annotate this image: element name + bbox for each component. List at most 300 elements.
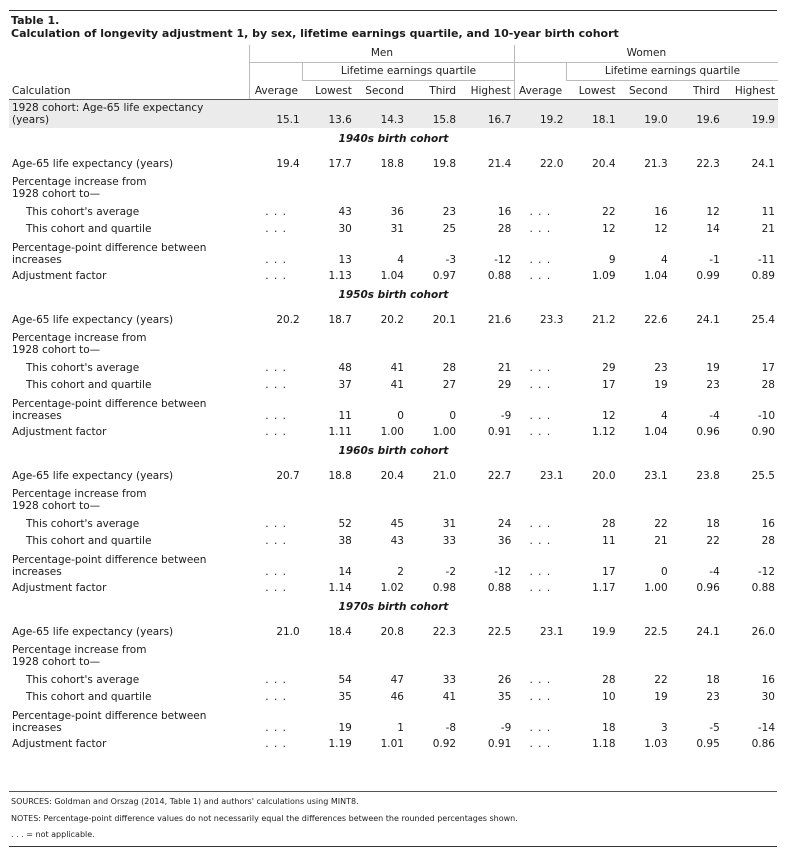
value-cell: 9 <box>608 254 616 266</box>
value-cell: 22.5 <box>487 625 512 638</box>
value-cell: -5 <box>709 722 720 734</box>
value-cell: 28 <box>761 534 775 547</box>
adjustment-factor-row <box>9 267 778 284</box>
value-cell: 12 <box>602 410 616 422</box>
men-header: Men <box>250 45 515 62</box>
value-cell: 17 <box>761 361 775 374</box>
value-cell: 19.9 <box>592 625 616 638</box>
empty-cell <box>723 640 778 671</box>
value-cell: 21 <box>761 222 775 235</box>
notes-note: NOTES: Percentage-point difference values do not necessarily equal the differences between the rounded percentages shown. <box>11 814 518 823</box>
empty-cell <box>459 328 514 359</box>
value-cell: 23 <box>706 378 720 391</box>
value-cell: 20.1 <box>432 313 457 326</box>
value-cell: 20.0 <box>592 469 616 482</box>
empty-cell <box>619 484 671 515</box>
empty-cell <box>723 172 778 203</box>
value-cell: 21.0 <box>432 469 457 482</box>
value-cell: 1.04 <box>380 269 404 282</box>
value-cell: -12 <box>494 566 512 578</box>
not-applicable-cell: . . . <box>529 517 552 530</box>
row-label <box>9 484 250 515</box>
bottom-rule <box>9 791 777 792</box>
value-cell: 0.89 <box>751 269 775 282</box>
table-title: Calculation of longevity adjustment 1, by sex, lifetime earnings quartile, and 10-year birth cohort <box>11 27 619 40</box>
value-cell: 0.90 <box>751 425 775 438</box>
cohort-quartile-row <box>9 376 778 393</box>
cohort-average-row <box>9 515 778 532</box>
percentage-increase-heading-row <box>9 640 778 671</box>
value-cell: 11 <box>338 410 352 422</box>
value-cell: 1.04 <box>644 269 668 282</box>
value-cell: 25 <box>442 222 457 235</box>
value-cell: -12 <box>757 566 775 578</box>
value-cell: 1 <box>397 722 404 734</box>
empty-cell <box>566 172 618 203</box>
not-applicable-cell: . . . <box>265 566 287 578</box>
value-cell: 21.2 <box>592 313 616 326</box>
row-label <box>9 640 250 671</box>
value-cell: 13.6 <box>303 99 355 128</box>
cohort-title: 1970s birth cohort <box>338 601 449 613</box>
value-cell: 30 <box>338 222 352 235</box>
value-cell: 23 <box>706 690 720 703</box>
empty-cell <box>303 328 355 359</box>
value-cell: 29 <box>497 378 512 391</box>
value-cell: 12 <box>654 222 668 235</box>
not-applicable-cell: . . . <box>529 361 552 374</box>
value-cell: 28 <box>497 222 512 235</box>
value-cell: 18 <box>602 722 616 734</box>
value-cell: 36 <box>390 205 404 218</box>
not-applicable-cell: . . . <box>265 737 287 750</box>
row-label: Age-65 life expectancy (years) <box>12 469 174 482</box>
calculation-header: Calculation <box>9 80 250 99</box>
not-applicable-cell: . . . <box>265 534 287 547</box>
empty-cell <box>619 640 671 671</box>
value-cell: 2 <box>397 566 404 578</box>
row-label: Adjustment factor <box>12 425 107 438</box>
not-applicable-cell: . . . <box>529 722 552 734</box>
row-label <box>9 99 250 128</box>
value-cell: 19 <box>654 378 668 391</box>
row-label <box>9 328 250 359</box>
ppd-label-line2: increases <box>12 410 62 422</box>
empty-cell <box>250 484 303 515</box>
value-cell: 23.1 <box>644 469 668 482</box>
row-label: Age-65 life expectancy (years) <box>12 157 174 170</box>
value-cell: 24 <box>497 517 512 530</box>
cohort-title: 1950s birth cohort <box>338 289 449 301</box>
value-cell: 15.8 <box>407 99 459 128</box>
not-applicable-cell: . . . <box>529 254 552 266</box>
percentage-increase-heading-row <box>9 328 778 359</box>
value-cell: 33 <box>442 534 457 547</box>
value-cell: 41 <box>390 361 404 374</box>
value-cell: -4 <box>709 566 720 578</box>
value-cell: 52 <box>338 517 352 530</box>
row-label: This cohort and quartile <box>26 222 152 235</box>
value-cell: 1.19 <box>328 737 352 750</box>
cohort-average-row <box>9 359 778 376</box>
empty-cell <box>566 484 618 515</box>
not-applicable-cell: . . . <box>529 690 552 703</box>
value-cell: 28 <box>442 361 457 374</box>
cohort-average-row <box>9 203 778 220</box>
empty-cell <box>514 328 566 359</box>
value-cell: 20.2 <box>276 313 300 326</box>
ppd-label-line1: Percentage-point difference between <box>12 242 207 254</box>
empty-cell <box>723 484 778 515</box>
percentage-point-difference-row <box>9 237 778 267</box>
value-cell: 0.95 <box>696 737 720 750</box>
value-cell: 4 <box>660 254 668 266</box>
value-cell: 26 <box>497 673 512 686</box>
not-applicable-cell: . . . <box>529 737 552 750</box>
value-cell: 0.96 <box>696 581 720 594</box>
value-cell: 0.88 <box>487 581 512 594</box>
value-cell: 16 <box>654 205 668 218</box>
value-cell: 1.18 <box>592 737 616 750</box>
value-cell: 1.12 <box>592 425 616 438</box>
value-cell: 28 <box>602 517 616 530</box>
women-quartile-header: Lifetime earnings quartile <box>566 62 778 80</box>
column-header-men-average: Average <box>250 80 303 99</box>
cohort-title-row <box>9 596 778 618</box>
end-rule <box>9 846 777 847</box>
value-cell: 16 <box>497 205 512 218</box>
row-label: This cohort's average <box>26 361 140 374</box>
not-applicable-cell: . . . <box>265 517 287 530</box>
row-label: Adjustment factor <box>12 581 107 594</box>
empty-cell <box>250 328 303 359</box>
baseline-label-line1: 1928 cohort: Age-65 life expectancy <box>12 102 204 114</box>
value-cell: 1.14 <box>328 581 352 594</box>
value-cell: 18.1 <box>566 99 618 128</box>
value-cell: 30 <box>761 690 775 703</box>
pct-increase-line1: Percentage increase from <box>12 643 147 656</box>
value-cell: -3 <box>445 254 457 266</box>
value-cell: 43 <box>390 534 404 547</box>
not-applicable-cell: . . . <box>265 690 287 703</box>
ppd-label-line2: increases <box>12 566 62 578</box>
value-cell: 28 <box>602 673 616 686</box>
value-cell: 20.2 <box>380 313 404 326</box>
value-cell: -1 <box>709 254 720 266</box>
value-cell: 1.00 <box>380 425 404 438</box>
value-cell: 18.8 <box>328 469 352 482</box>
not-applicable-cell: . . . <box>265 410 287 422</box>
cohort-title: 1940s birth cohort <box>338 133 449 145</box>
column-header-women-average: Average <box>514 80 566 99</box>
row-label: This cohort and quartile <box>26 534 152 547</box>
pct-increase-line1: Percentage increase from <box>12 487 147 500</box>
value-cell: 12 <box>706 205 720 218</box>
empty-cell <box>514 640 566 671</box>
value-cell: 20.4 <box>592 157 616 170</box>
empty-cell <box>250 172 303 203</box>
not-applicable-cell: . . . <box>265 673 287 686</box>
empty-cell <box>355 484 407 515</box>
value-cell: 4 <box>660 410 668 422</box>
row-label <box>9 549 250 579</box>
row-label: Age-65 life expectancy (years) <box>12 625 174 638</box>
value-cell: 22 <box>654 517 668 530</box>
not-applicable-cell: . . . <box>265 722 287 734</box>
value-cell: 1.09 <box>592 269 616 282</box>
not-applicable-cell: . . . <box>529 566 552 578</box>
value-cell: 22 <box>706 534 720 547</box>
value-cell: 4 <box>397 254 404 266</box>
not-applicable-cell: . . . <box>529 205 552 218</box>
not-applicable-cell: . . . <box>529 269 552 282</box>
value-cell: 22 <box>654 673 668 686</box>
value-cell: 48 <box>338 361 352 374</box>
cohort-average-row <box>9 671 778 688</box>
ppd-label-line1: Percentage-point difference between <box>12 710 207 722</box>
cohort-title-row <box>9 128 778 150</box>
column-header-men-third: Third <box>407 80 459 99</box>
value-cell: 38 <box>338 534 352 547</box>
value-cell: 19 <box>706 361 720 374</box>
value-cell: -10 <box>757 410 775 422</box>
ppd-label-line1: Percentage-point difference between <box>12 398 207 410</box>
value-cell: 41 <box>390 378 404 391</box>
empty-cell <box>407 640 459 671</box>
life-expectancy-row <box>9 467 778 484</box>
row-label <box>9 705 250 735</box>
empty-cell <box>407 328 459 359</box>
value-cell: 17 <box>602 378 616 391</box>
value-cell: 19.9 <box>723 99 778 128</box>
value-cell: 23 <box>442 205 457 218</box>
value-cell: 31 <box>390 222 404 235</box>
value-cell: 0 <box>397 410 404 422</box>
not-applicable-cell: . . . <box>529 378 552 391</box>
value-cell: 1.03 <box>644 737 668 750</box>
pct-increase-line1: Percentage increase from <box>12 331 147 344</box>
cohort-title: 1960s birth cohort <box>338 445 449 457</box>
pct-increase-line2: 1928 cohort to— <box>12 343 101 356</box>
column-header-men-second: Second <box>355 80 407 99</box>
value-cell: 21 <box>654 534 668 547</box>
value-cell: 18 <box>706 517 720 530</box>
life-expectancy-row <box>9 311 778 328</box>
value-cell: 19.8 <box>432 157 457 170</box>
value-cell: 19.4 <box>276 157 300 170</box>
row-label <box>9 237 250 267</box>
row-label: Age-65 life expectancy (years) <box>12 313 174 326</box>
value-cell: 23.3 <box>540 313 564 326</box>
value-cell: 20.8 <box>380 625 404 638</box>
cohort-title-row <box>9 440 778 462</box>
value-cell: 19.6 <box>671 99 723 128</box>
value-cell: 27 <box>442 378 457 391</box>
value-cell: 37 <box>338 378 352 391</box>
value-cell: 11 <box>602 534 616 547</box>
empty-cell <box>671 484 723 515</box>
value-cell: 14 <box>338 566 352 578</box>
value-cell: 14 <box>706 222 720 235</box>
value-cell: 18.7 <box>328 313 352 326</box>
value-cell: 1.02 <box>380 581 404 594</box>
value-cell: 21.4 <box>487 157 512 170</box>
empty-cell <box>407 484 459 515</box>
value-cell: 0.88 <box>751 581 775 594</box>
value-cell: 22.0 <box>540 157 564 170</box>
value-cell: -8 <box>445 722 457 734</box>
data-table <box>9 45 778 752</box>
empty-cell <box>566 328 618 359</box>
life-expectancy-row <box>9 155 778 172</box>
percentage-increase-heading-row <box>9 484 778 515</box>
value-cell: 36 <box>497 534 512 547</box>
value-cell: 22.5 <box>644 625 668 638</box>
value-cell: 12 <box>602 222 616 235</box>
value-cell: 18.4 <box>328 625 352 638</box>
row-label: This cohort's average <box>26 517 140 530</box>
percentage-point-difference-row <box>9 393 778 423</box>
adjustment-factor-row <box>9 579 778 596</box>
value-cell: 1.13 <box>328 269 352 282</box>
not-applicable-cell: . . . <box>529 534 552 547</box>
column-header-women-third: Third <box>671 80 723 99</box>
cohort-quartile-row <box>9 532 778 549</box>
pct-increase-line2: 1928 cohort to— <box>12 499 101 512</box>
value-cell: 19.2 <box>514 99 566 128</box>
value-cell: 22 <box>602 205 616 218</box>
value-cell: 26.0 <box>751 625 775 638</box>
baseline-label-line2: (years) <box>12 114 50 126</box>
row-label: This cohort's average <box>26 673 140 686</box>
empty-cell <box>303 484 355 515</box>
empty-cell <box>355 640 407 671</box>
table-number: Table 1. <box>11 14 60 27</box>
value-cell: 1.04 <box>644 425 668 438</box>
women-header: Women <box>514 45 778 62</box>
value-cell: -9 <box>500 410 512 422</box>
value-cell: 21.3 <box>644 157 668 170</box>
value-cell: 33 <box>442 673 457 686</box>
value-cell: 0.99 <box>696 269 720 282</box>
men-quartile-header: Lifetime earnings quartile <box>303 62 515 80</box>
value-cell: 17 <box>602 566 616 578</box>
value-cell: -14 <box>757 722 775 734</box>
value-cell: -4 <box>709 410 720 422</box>
value-cell: 16 <box>761 673 775 686</box>
empty-cell <box>303 640 355 671</box>
value-cell: 21.0 <box>276 625 300 638</box>
value-cell: 43 <box>338 205 352 218</box>
value-cell: 0.96 <box>696 425 720 438</box>
value-cell: 23.1 <box>540 469 564 482</box>
value-cell: 25.5 <box>751 469 775 482</box>
empty-cell <box>671 328 723 359</box>
value-cell: 0 <box>449 410 457 422</box>
empty-cell <box>566 640 618 671</box>
baseline-row <box>9 99 778 128</box>
empty-cell <box>514 172 566 203</box>
value-cell: 25.4 <box>751 313 775 326</box>
empty-cell <box>407 172 459 203</box>
value-cell: 22.3 <box>432 625 457 638</box>
value-cell: 21 <box>497 361 512 374</box>
value-cell: 11 <box>761 205 775 218</box>
value-cell: 19 <box>338 722 352 734</box>
value-cell: 1.17 <box>592 581 616 594</box>
empty-cell <box>619 328 671 359</box>
value-cell: 45 <box>390 517 404 530</box>
value-cell: 21.6 <box>487 313 512 326</box>
not-applicable-cell: . . . <box>529 673 552 686</box>
empty-cell <box>459 172 514 203</box>
adjustment-factor-row <box>9 735 778 752</box>
empty-cell <box>671 640 723 671</box>
value-cell: 31 <box>442 517 457 530</box>
value-cell: 15.1 <box>250 99 303 128</box>
pct-increase-line2: 1928 cohort to— <box>12 187 101 200</box>
value-cell: 19 <box>654 690 668 703</box>
value-cell: 1.01 <box>380 737 404 750</box>
percentage-point-difference-row <box>9 705 778 735</box>
value-cell: 23.1 <box>540 625 564 638</box>
value-cell: 22.6 <box>644 313 668 326</box>
value-cell: 20.4 <box>380 469 404 482</box>
value-cell: 0.88 <box>487 269 512 282</box>
pct-increase-line1: Percentage increase from <box>12 175 147 188</box>
value-cell: 29 <box>602 361 616 374</box>
cohort-title-row <box>9 284 778 306</box>
row-label: This cohort's average <box>26 205 140 218</box>
column-header-women-second: Second <box>619 80 671 99</box>
value-cell: 54 <box>338 673 352 686</box>
value-cell: 10 <box>602 690 616 703</box>
not-applicable-cell: . . . <box>529 581 552 594</box>
value-cell: 22.3 <box>696 157 720 170</box>
value-cell: 1.00 <box>432 425 457 438</box>
not-applicable-cell: . . . <box>265 254 287 266</box>
value-cell: 35 <box>338 690 352 703</box>
cohort-quartile-row <box>9 220 778 237</box>
not-applicable-cell: . . . <box>265 378 287 391</box>
value-cell: 24.1 <box>751 157 775 170</box>
value-cell: -12 <box>494 254 512 266</box>
not-applicable-cell: . . . <box>265 361 287 374</box>
value-cell: 23 <box>654 361 668 374</box>
value-cell: 17.7 <box>328 157 352 170</box>
percentage-point-difference-row <box>9 549 778 579</box>
not-applicable-cell: . . . <box>529 425 552 438</box>
ppd-label-line1: Percentage-point difference between <box>12 554 207 566</box>
value-cell: -11 <box>757 254 775 266</box>
empty-cell <box>459 484 514 515</box>
value-cell: 0.98 <box>432 581 457 594</box>
value-cell: 0.92 <box>432 737 457 750</box>
life-expectancy-row <box>9 623 778 640</box>
value-cell: 24.1 <box>696 313 720 326</box>
empty-cell <box>459 640 514 671</box>
ppd-label-line2: increases <box>12 722 62 734</box>
value-cell: 46 <box>390 690 404 703</box>
cohort-quartile-row <box>9 688 778 705</box>
value-cell: 0.91 <box>487 425 512 438</box>
value-cell: 16 <box>761 517 775 530</box>
value-cell: 20.7 <box>276 469 300 482</box>
empty-cell <box>619 172 671 203</box>
value-cell: 13 <box>338 254 352 266</box>
value-cell: 19.0 <box>619 99 671 128</box>
column-header-men-lowest: Lowest <box>303 80 355 99</box>
